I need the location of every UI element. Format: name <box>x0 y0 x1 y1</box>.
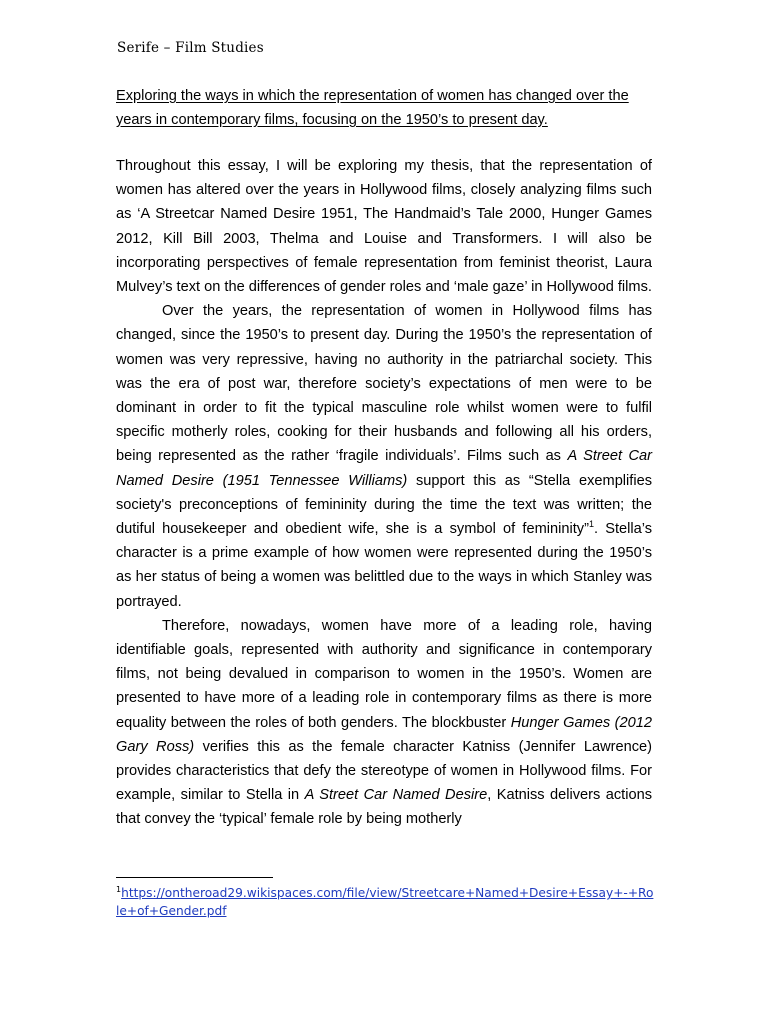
footnote-marker: 1 <box>116 884 122 894</box>
footnote-link[interactable]: https://ontheroad29.wikispaces.com/file/view/Streetcare+Named+Desire+Essay+-+Role+of+Gender.pdf <box>116 886 654 918</box>
essay-title: Exploring the ways in which the representation of women has changed over the years in contemporary films, focusing on the 1950’s to present day. <box>116 88 629 128</box>
essay-body <box>116 154 652 832</box>
paragraph-text: Over the years, the representation of women in Hollywood films has changed, since the 1950’s to present day. During the 1950’s the representation of women was very repressive, having no authority in the patriarchal society. This was the era of post war, therefore society’s expectations of men were to be dominant in order to fit the typical masculine role whilst women were to fulfil specific motherly roles, cooking for their husbands and following all his orders, being represented as the rather ‘fragile individuals’. Films such as <box>116 303 652 465</box>
paragraph-contemporary <box>116 614 652 832</box>
paragraph-text: , Katniss delivers actions that convey the ‘typical’ female role by being motherly <box>116 787 652 828</box>
paragraph-1950s <box>116 299 652 614</box>
paragraph-text: verifies this as the female character Katniss (Jennifer Lawrence) provides characteristics that defy the stereotype of women in Hollywood films. For example, similar to Stella in <box>116 738 652 804</box>
paragraph-text: . Stella’s character is a prime example of how women were represented during the 1950’s as her status of being a women was belittled due to the ways in which Stanley was portrayed. <box>116 521 653 610</box>
film-title-streetcar: A Street Car Named Desire <box>304 787 488 804</box>
footnote-divider <box>116 877 273 878</box>
footnote-reference[interactable]: 1 <box>588 519 594 530</box>
page-header: Serife – Film Studies <box>117 40 264 56</box>
paragraph-text: support this as “Stella exemplifies society's preconceptions of femininity during the time the text was written; the dutiful housekeeper and obedient wife, she is a symbol of femininity” <box>116 472 653 538</box>
film-title-hunger-games: Hunger Games (2012 Gary Ross) <box>116 714 652 755</box>
paragraph-text: Therefore, nowadays, women have more of a leading role, having identifiable goals, represented with authority and significance in contemporary films, not being devalued in comparison to women in the 1950’s. Women are presented to have more of a leading role in contemporary films as there is more equality between the roles of both genders. The blockbuster <box>116 617 652 731</box>
film-title-streetcar: A Street Car Named Desire (1951 Tennessee Williams) <box>116 448 652 489</box>
paragraph-intro: Throughout this essay, I will be exploring my thesis, that the representation of women has altered over the years in Hollywood films, closely analyzing films such as ‘A Streetcar Named Desire 1951, The Handmaid’s Tale 2000, Hunger Games 2012, Kill Bill 2003, Thelma and Louise and Transformers. I will also be incorporating perspectives of female representation from feminist theorist, Laura Mulvey’s text on the differences of gender roles and ‘male gaze’ in Hollywood films. <box>116 158 652 296</box>
footnote <box>116 884 656 920</box>
